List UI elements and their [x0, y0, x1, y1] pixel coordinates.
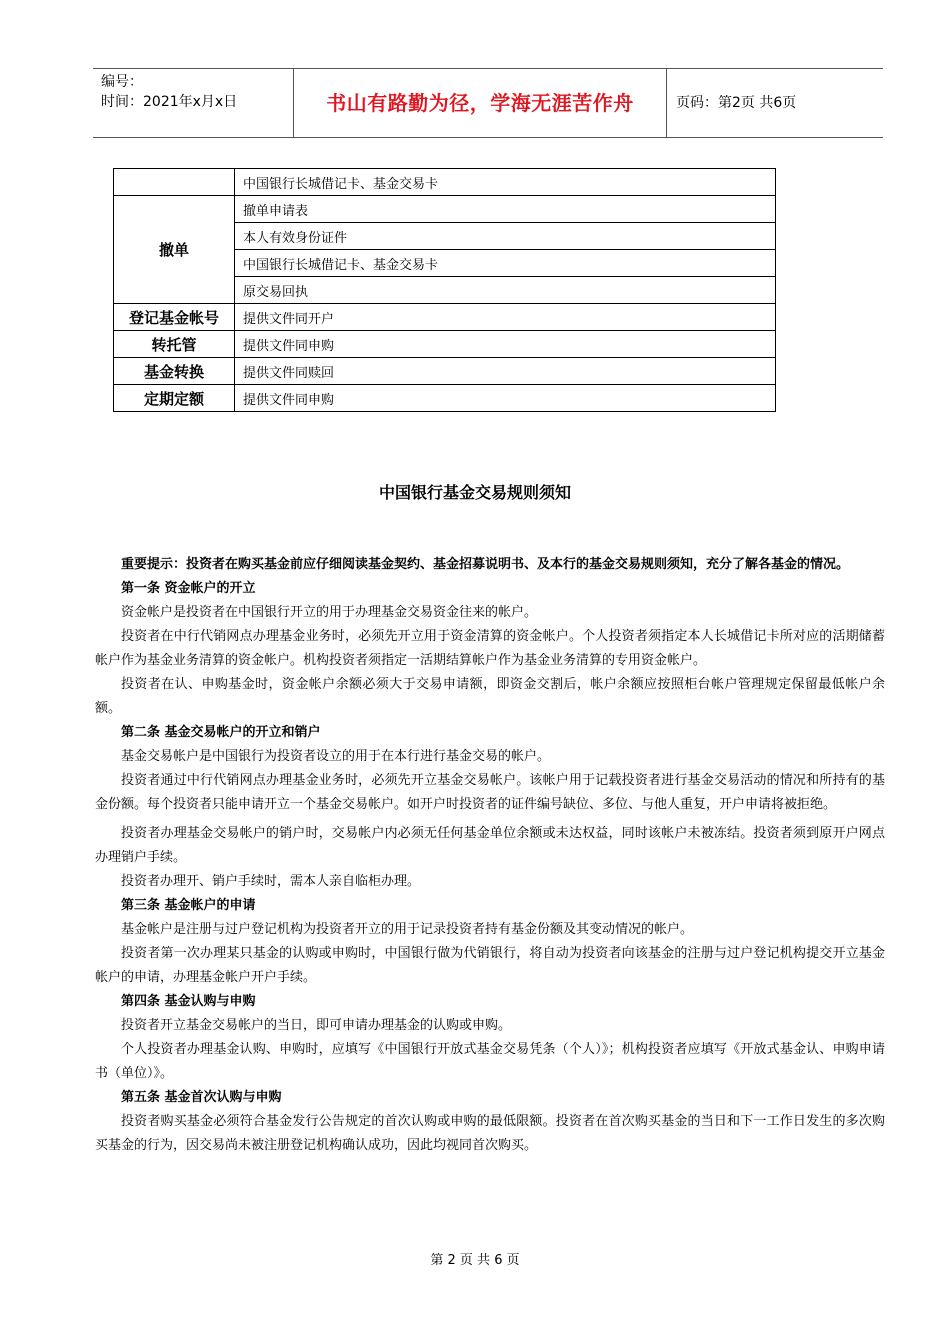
- paragraph: 投资者通过中行代销网点办理基金业务时，必须先开立基金交易帐户。该帐户用于记载投资者进行基金交易活动的情况和所持有的基金份额。每个投资者只能申请开立一个基金交易帐户。如开户时投资者的证件编号缺位、多位、与他人重复，开户申请将被拒绝。: [95, 773, 885, 812]
- table-item-cell: 提供文件同赎回: [235, 358, 776, 385]
- table-row: [114, 358, 776, 385]
- paragraph: 投资者购买基金必须符合基金发行公告规定的首次认购或申购的最低限额。投资者在首次购买基金的当日和下一工作日发生的多次购买基金的行为，因交易尚未被注册登记机构确认成功，因此均视同首次购买。: [95, 1114, 885, 1153]
- table-row: [114, 304, 776, 331]
- page-footer: 第 2 页 共 6 页: [430, 1253, 520, 1268]
- paragraph: 基金交易帐户是中国银行为投资者设立的用于在本行进行基金交易的帐户。: [121, 749, 551, 764]
- article-heading: 第三条 基金帐户的申请: [121, 898, 256, 913]
- time-label: 时间：2021年x月x日: [101, 94, 238, 110]
- paragraph: 投资者第一次办理某只基金的认购或申购时，中国银行做为代销银行，将自动为投资者向该基金的注册与过户登记机构提交开立基金帐户的申请，办理基金帐户开户手续。: [95, 946, 885, 985]
- table-item-cell: 提供文件同开户: [235, 304, 776, 331]
- paragraph: 基金帐户是注册与过户登记机构为投资者开立的用于记录投资者持有基金份额及其变动情况的帐户。: [121, 922, 694, 937]
- header-left: [101, 72, 237, 112]
- table-row: [114, 385, 776, 412]
- article-heading: 第二条 基金交易帐户的开立和销户: [121, 725, 321, 740]
- table-item-cell: 提供文件同申购: [235, 331, 776, 358]
- table-category-cell: [114, 169, 235, 196]
- paragraph: 投资者开立基金交易帐户的当日，即可申请办理基金的认购或申购。: [121, 1018, 512, 1033]
- table-item-cell: 撤单申请表: [235, 196, 776, 223]
- article-heading: 第一条 资金帐户的开立: [121, 581, 256, 596]
- table-category-cell: 撤单: [114, 196, 235, 304]
- document-body: [95, 553, 885, 1158]
- header-page-info: 页码：第2页 共6页: [676, 95, 797, 111]
- required-documents-table: [113, 168, 776, 412]
- table-item-cell: 中国银行长城借记卡、基金交易卡: [235, 250, 776, 277]
- paragraph: 投资者办理开、销户手续时，需本人亲自临柜办理。: [121, 874, 421, 889]
- number-label: 编号：: [101, 74, 143, 90]
- table-item-cell: 提供文件同申购: [235, 385, 776, 412]
- table-row: [114, 331, 776, 358]
- table-item-cell: 中国银行长城借记卡、基金交易卡: [235, 169, 776, 196]
- table-category-cell: 登记基金帐号: [114, 304, 235, 331]
- table-category-cell: 转托管: [114, 331, 235, 358]
- paragraph: 投资者在中行代销网点办理基金业务时，必须先开立用于资金清算的资金帐户。个人投资者须指定本人长城借记卡所对应的活期储蓄帐户作为基金业务清算的资金帐户。机构投资者须指定一活期结算帐户作为基金业务清算的专用资金帐户。: [95, 629, 885, 668]
- paragraph: 个人投资者办理基金认购、申购时，应填写《中国银行开放式基金交易凭条（个人）》；机构投资者应填写《开放式基金认、申购申请书（单位）》。: [95, 1042, 885, 1081]
- important-notice: 重要提示：投资者在购买基金前应仔细阅读基金契约、基金招募说明书、及本行的基金交易规则须知，充分了解各基金的情况。: [121, 557, 850, 572]
- paragraph: 资金帐户是投资者在中国银行开立的用于办理基金交易资金往来的帐户。: [121, 605, 538, 620]
- document-title: 中国银行基金交易规则须知: [378, 483, 571, 502]
- header-motto: 书山有路勤为径，学海无涯苦作舟: [326, 91, 634, 115]
- table-row: [114, 169, 776, 196]
- page-header: [93, 68, 883, 138]
- table-category-cell: 定期定额: [114, 385, 235, 412]
- table-category-cell: 基金转换: [114, 358, 235, 385]
- article-heading: 第五条 基金首次认购与申购: [121, 1090, 282, 1105]
- paragraph: 投资者办理基金交易帐户的销户时，交易帐户内必须无任何基金单位余额或未达权益，同时该帐户未被冻结。投资者须到原开户网点办理销户手续。: [95, 826, 885, 865]
- header-divider: [666, 69, 667, 137]
- table-row: [114, 196, 776, 223]
- table-item-cell: 原交易回执: [235, 277, 776, 304]
- paragraph: 投资者在认、申购基金时，资金帐户余额必须大于交易申请额，即资金交割后，帐户余额应按照柜台帐户管理规定保留最低帐户余额。: [95, 677, 885, 716]
- table-item-cell: 本人有效身份证件: [235, 223, 776, 250]
- article-heading: 第四条 基金认购与申购: [121, 994, 256, 1009]
